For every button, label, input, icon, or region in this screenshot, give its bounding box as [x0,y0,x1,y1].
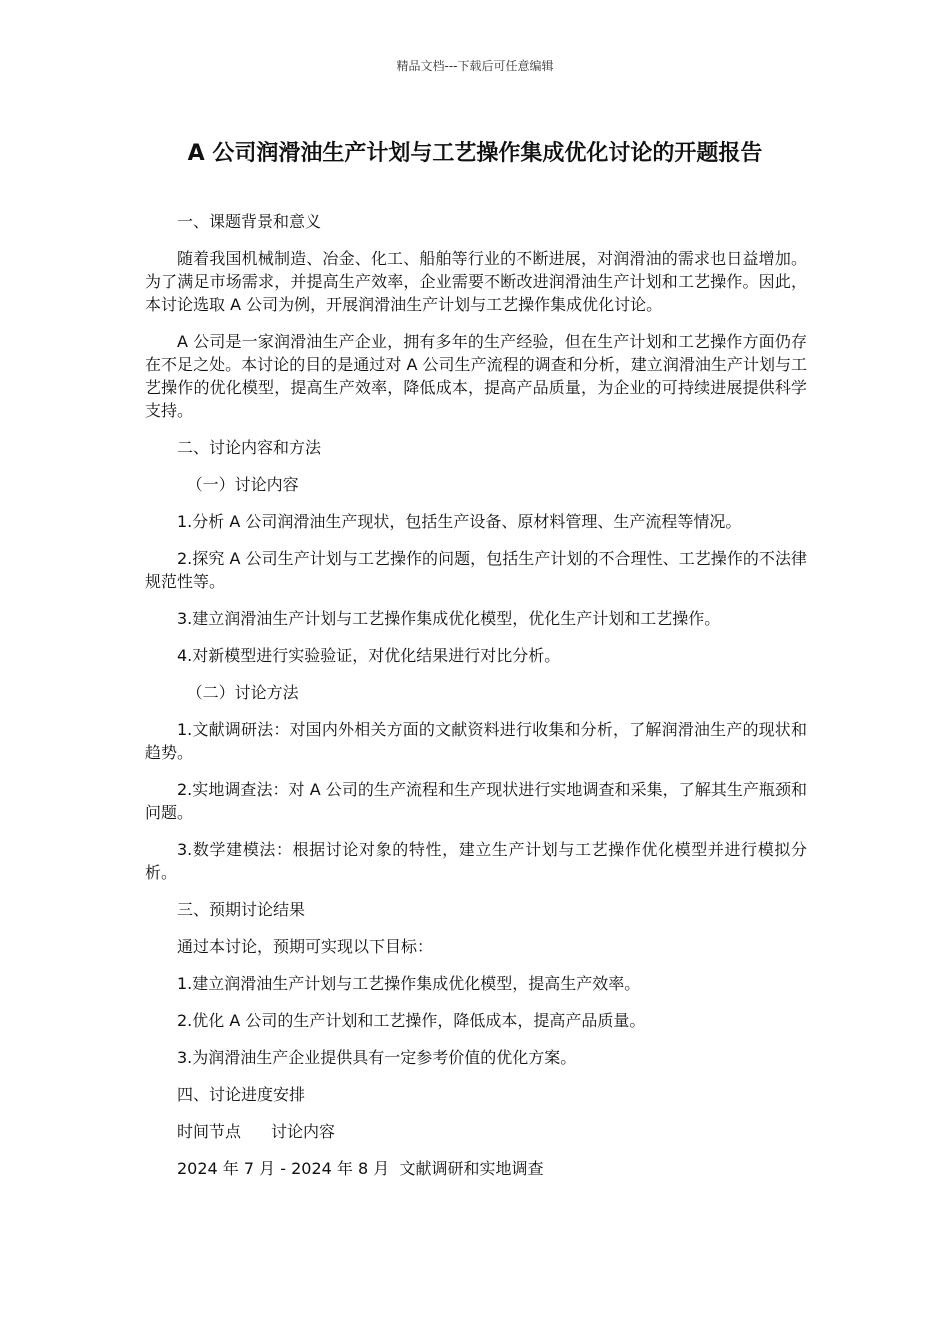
section-heading-expected-results: 三、预期讨论结果 [177,900,306,919]
schedule-col-time: 时间节点 [177,1122,242,1141]
content-item-2: 2.探究 A 公司生产计划与工艺操作的问题，包括生产计划的不合理性、工艺操作的不法律规范性等。 [145,549,807,591]
page-header-note: 精品文档---下载后可任意编辑 [396,59,554,73]
schedule-row [145,1157,807,1180]
method-item-3: 3.数学建模法：根据讨论对象的特性，建立生产计划与工艺操作优化模型并进行模拟分析。 [145,840,807,882]
paragraph-background-1: 随着我国机械制造、冶金、化工、船舶等行业的不断进展，对润滑油的需求也日益增加。为了满足市场需求，并提高生产效率，企业需要不断改进润滑油生产计划和工艺操作。因此，本讨论选取 A 公司为例，开展润滑油生产计划与工艺操作集成优化讨论。 [145,249,807,314]
document-body [145,210,807,1180]
content-item-4: 4.对新模型进行实验验证，对优化结果进行对比分析。 [177,646,561,665]
result-item-3: 3.为润滑油生产企业提供具有一定参考价值的优化方案。 [177,1048,577,1067]
schedule-col-content: 讨论内容 [271,1122,336,1141]
document-title: A 公司润滑油生产计划与工艺操作集成优化讨论的开题报告 [187,141,763,166]
method-item-2: 2.实地调查法：对 A 公司的生产流程和生产现状进行实地调查和采集，了解其生产瓶颈和问题。 [145,780,807,822]
schedule-header-row [145,1120,807,1143]
result-item-1: 1.建立润滑油生产计划与工艺操作集成优化模型，提高生产效率。 [177,974,641,993]
section-heading-schedule: 四、讨论进度安排 [177,1085,306,1104]
section-heading-background: 一、课题背景和意义 [177,212,322,231]
content-item-3: 3.建立润滑油生产计划与工艺操作集成优化模型，优化生产计划和工艺操作。 [177,609,721,628]
paragraph-background-2: A 公司是一家润滑油生产企业，拥有多年的生产经验，但在生产计划和工艺操作方面仍存在不足之处。本讨论的目的是通过对 A 公司生产流程的调查和分析，建立润滑油生产计划与工艺操作的优化模型，提高生产效率，降低成本，提高产品质量，为企业的可持续进展提供科学支持。 [145,332,807,420]
content-item-1: 1.分析 A 公司润滑油生产现状，包括生产设备、原材料管理、生产流程等情况。 [177,512,742,531]
subheading-content: （一）讨论内容 [186,475,299,494]
schedule-row-content: 文献调研和实地调查 [399,1159,544,1178]
method-item-1: 1.文献调研法：对国内外相关方面的文献资料进行收集和分析，了解润滑油生产的现状和趋势。 [145,720,807,762]
section-heading-content-methods: 二、讨论内容和方法 [177,438,322,457]
schedule-row-time: 2024 年 7 月 - 2024 年 8 月 [177,1159,390,1178]
expected-results-intro: 通过本讨论，预期可实现以下目标： [177,937,434,956]
result-item-2: 2.优化 A 公司的生产计划和工艺操作，降低成本，提高产品质量。 [177,1011,646,1030]
subheading-methods: （二）讨论方法 [186,683,299,702]
